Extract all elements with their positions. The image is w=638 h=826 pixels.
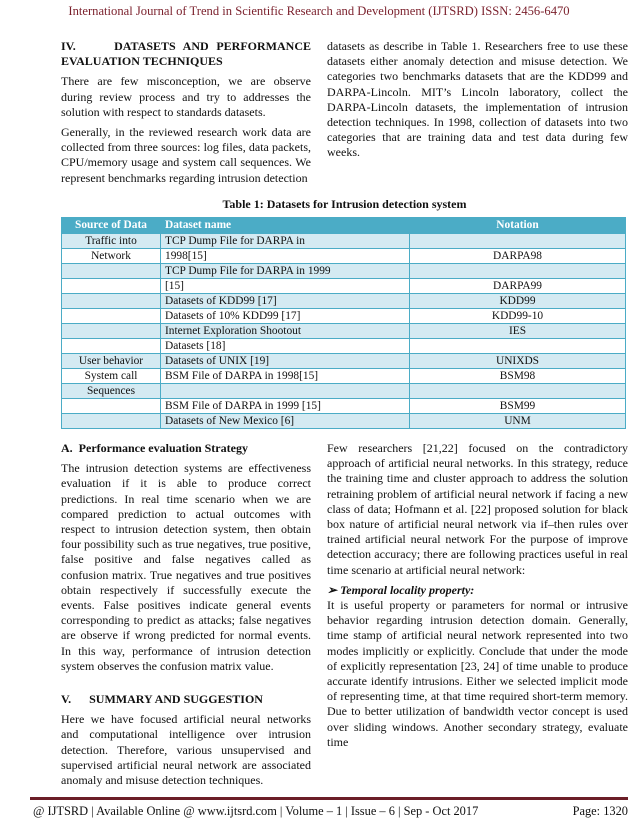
table-row [62, 384, 626, 399]
table-cell: DARPA99 [410, 279, 626, 294]
table-cell: BSM99 [410, 399, 626, 414]
table-cell: UNM [410, 414, 626, 429]
page-number: Page: 1320 [572, 804, 628, 819]
table-cell [62, 279, 161, 294]
table-cell [62, 324, 161, 339]
paragraph: Generally, in the reviewed research work data are collected from three sources: log files, data packets, CPU/memory usage and system call sequences. We represent benchmarks regarding intrusion detection [61, 125, 311, 185]
table-cell [62, 309, 161, 324]
right-column-top [327, 39, 628, 191]
table-cell: BSM98 [410, 369, 626, 384]
table-cell: 1998[15] [161, 249, 410, 264]
table-cell: Datasets of UNIX [19] [161, 354, 410, 369]
table-caption: Table 1: Datasets for Intrusion detection system [222, 196, 467, 211]
table-cell: BSM File of DARPA in 1998[15] [161, 369, 410, 384]
table-cell: [15] [161, 279, 410, 294]
footer [33, 804, 628, 819]
table-row [62, 279, 626, 294]
column-header: Dataset name [161, 218, 410, 234]
column-header: Source of Data [62, 218, 161, 234]
table-cell [410, 339, 626, 354]
table-row [62, 249, 626, 264]
table-cell: System call [62, 369, 161, 384]
arrow-bullet-icon: ➢ [327, 582, 341, 597]
section-heading-v: V. SUMMARY AND SUGGESTION [61, 692, 263, 707]
table-cell: TCP Dump File for DARPA in [161, 234, 410, 249]
table-cell: Traffic into [62, 234, 161, 249]
table-cell [410, 384, 626, 399]
journal-header: International Journal of Trend in Scientific Research and Development (IJTSRD) ISSN: 2456-6470 [68, 4, 570, 18]
paragraph: datasets as describe in Table 1. Researchers free to use these datasets either anomaly detection and misuse detection. We categories two benchmarks datasets that are the KDD99 and DARPA-Lincoln. MIT’s Lincoln laboratory, collect the DARPA-Lincoln datasets, the implementation of intrusion detection techniques. In 1998, collection of datasets into two categories that are training data and test data during few weeks. [327, 39, 628, 160]
table-row [62, 309, 626, 324]
footer-divider [30, 797, 628, 800]
table-row [62, 414, 626, 429]
table-row [62, 294, 626, 309]
table-cell: BSM File of DARPA in 1999 [15] [161, 399, 410, 414]
paragraph: It is useful property or parameters for normal or intrusive behavior regarding intrusion detection domain. Generally, time stamp of artificial neural network represented into two modes implicitly or explicitly. Conclude that under the mode of explicitly representation [23, 24] of time unable to produce accurate identify intrusions. Either we selected implicit mode of representing time, at that time required short-term memory. Due to better utilization of bandwidth vector concept is used over sliding windows. Another secondary strategy, evaluate time [327, 598, 628, 749]
section-heading-iv: IV. DATASETS AND PERFORMANCE EVALUATION TECHNIQUES [61, 39, 311, 69]
left-column-top [61, 39, 311, 191]
bullet-item [327, 583, 628, 598]
table-cell: Sequences [62, 384, 161, 399]
column-header: Notation [410, 218, 626, 234]
section-heading-a: A. Performance evaluation Strategy [61, 441, 248, 456]
table-cell [161, 384, 410, 399]
table-cell [62, 264, 161, 279]
datasets-table [61, 217, 626, 429]
table-cell: Internet Exploration Shootout [161, 324, 410, 339]
table-cell: Datasets [18] [161, 339, 410, 354]
table-cell [62, 339, 161, 354]
table-cell: KDD99-10 [410, 309, 626, 324]
left-column-bottom [61, 441, 311, 793]
table-cell: IES [410, 324, 626, 339]
table-row [62, 264, 626, 279]
paragraph: Here we have focused artificial neural networks and computational intelligence over intrusion detection. Therefore, various unsupervised and supervised artificial neural network are associated anomaly and misuse detection techniques. [61, 712, 311, 788]
paragraph: There are few misconception, we are observe during review process and try to addresses the solution with respect to standards datasets. [61, 74, 311, 119]
bottom-section [61, 441, 628, 793]
table-cell: DARPA98 [410, 249, 626, 264]
table-row [62, 354, 626, 369]
table-cell: Network [62, 249, 161, 264]
footer-info: @ IJTSRD | Available Online @ www.ijtsrd.com | Volume – 1 | Issue – 6 | Sep - Oct 2017 [33, 804, 479, 819]
table-row [62, 234, 626, 249]
bullet-label: Temporal locality property: [340, 582, 475, 597]
table-row [62, 324, 626, 339]
table-cell: UNIXDS [410, 354, 626, 369]
table-row [62, 369, 626, 384]
table-row [62, 339, 626, 354]
table-cell: User behavior [62, 354, 161, 369]
table-cell: Datasets of KDD99 [17] [161, 294, 410, 309]
paragraph: Few researchers [21,22] focused on the contradictory approach of artificial neural networks. In this strategy, reduce the training time and cluster approach to address the solution retraining problem of artificial neural network if facing a new class of data; Hofmann et al. [22] proposed solution for black box nature of artificial neural network via if–then rules over trained artificial neural network For the purpose of improve detection accuracy; there are following practices useful in real time scenario at artificial neural network: [327, 441, 628, 577]
right-column-bottom [327, 441, 628, 793]
table-cell: TCP Dump File for DARPA in 1999 [161, 264, 410, 279]
table-cell: Datasets of New Mexico [6] [161, 414, 410, 429]
table-row [62, 399, 626, 414]
table-cell: Datasets of 10% KDD99 [17] [161, 309, 410, 324]
table-cell: KDD99 [410, 294, 626, 309]
table-cell [62, 414, 161, 429]
table-cell [62, 399, 161, 414]
top-section [61, 39, 628, 191]
paragraph: The intrusion detection systems are effectiveness evaluation if it is able to produce correct predictions. In real time scenario when we are compared prediction to actual outcomes with respect to intrusion detection system, then obtain four possibility such as true negatives, true positive, false positive and false negatives called as confusion matrix. True negatives and true positives obtain respectively if successfully execute the events. False positives indicate general events corresponding to predict as attacks; false negatives are observe if wrong predicted for normal events. In this way, performance of intrusion detection system observes the confusion matrix value. [61, 461, 311, 673]
table-cell [410, 264, 626, 279]
table-cell [410, 234, 626, 249]
table-cell [62, 294, 161, 309]
